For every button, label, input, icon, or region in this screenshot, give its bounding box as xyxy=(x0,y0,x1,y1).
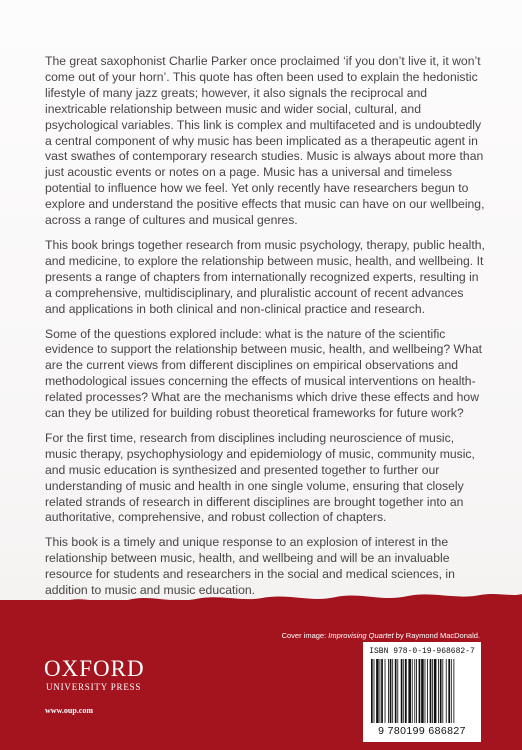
barcode-digits: 9 780199 686827 xyxy=(378,725,466,737)
publisher-subtitle: UNIVERSITY PRESS xyxy=(46,682,142,692)
blurb-paragraph-3: Some of the questions explored include: what is the nature of the scientific evidence to support the relationship between music, health, and wellbeing? What are the current views from different disciplines on empirical observations and methodological issues concerning the effects of musical interventions on health-related processes? What are the mechanisms which drive these effects and how can they be utilized for building robust theoretical frameworks for future work? xyxy=(45,326,482,421)
credit-prefix: Cover image: xyxy=(281,631,329,640)
blurb-paragraph-4: For the first time, research from disciplines including neuroscience of music, music therapy, psychophysiology and epidemiology of music, community music, and music education is synthesized and presented together to further our understanding of music and health in one single volume, ensuring that closely related strands of research in different disciplines are brought together into an authoritative, comprehensive, and robust collection of chapters. xyxy=(45,430,475,525)
oxford-logo-text: OXFORD xyxy=(44,656,145,681)
isbn-label: ISBN 978-0-19-968682-7 xyxy=(369,647,475,656)
credit-suffix: by Raymond MacDonald. xyxy=(393,631,480,640)
isbn-barcode xyxy=(363,642,481,742)
barcode-bars-icon xyxy=(371,659,477,723)
blurb-paragraph-5: This book is a timely and unique response to an explosion of interest in the relationship between music, health, and wellbeing and will be an invaluable resource for students and researchers in the social and medical sciences, in addition to music and music education. xyxy=(45,535,455,598)
blurb-text xyxy=(45,54,485,608)
cover-image-credit xyxy=(260,631,480,640)
blurb-paragraph-2: This book brings together research from music psychology, therapy, public health, and medicine, to explore the relationship between music, health, and wellbeing. It presents a range of chapters from internationally recognized experts, resulting in a comprehensive, multidisciplinary, and pluralistic account of recent advances and applications in both clinical and non-clinical practice and research. xyxy=(45,237,485,316)
credit-artwork-title: Improvising Quartet xyxy=(328,631,394,640)
blurb-paragraph-1: The great saxophonist Charlie Parker once proclaimed ‘if you don’t live it, it won’t come out of your horn’. This quote has often been used to explain the hedonistic lifestyle of many jazz greats; however, it also signals the reciprocal and inextricable relationship between music and wider social, cultural, and psychological variables. This link is complex and multifaceted and is undoubtedly a central component of why music has been implicated as a therapeutic agent in vast swathes of contemporary research studies. Music is always about more than just acoustic events or notes on a page. Music has a universal and timeless potential to influence how we feel. Yet only recently have researchers begun to explore and understand the positive effects that music can have on our wellbeing, across a range of cultures and musical genres. xyxy=(45,54,485,228)
publisher-url: www.oup.com xyxy=(45,706,94,715)
